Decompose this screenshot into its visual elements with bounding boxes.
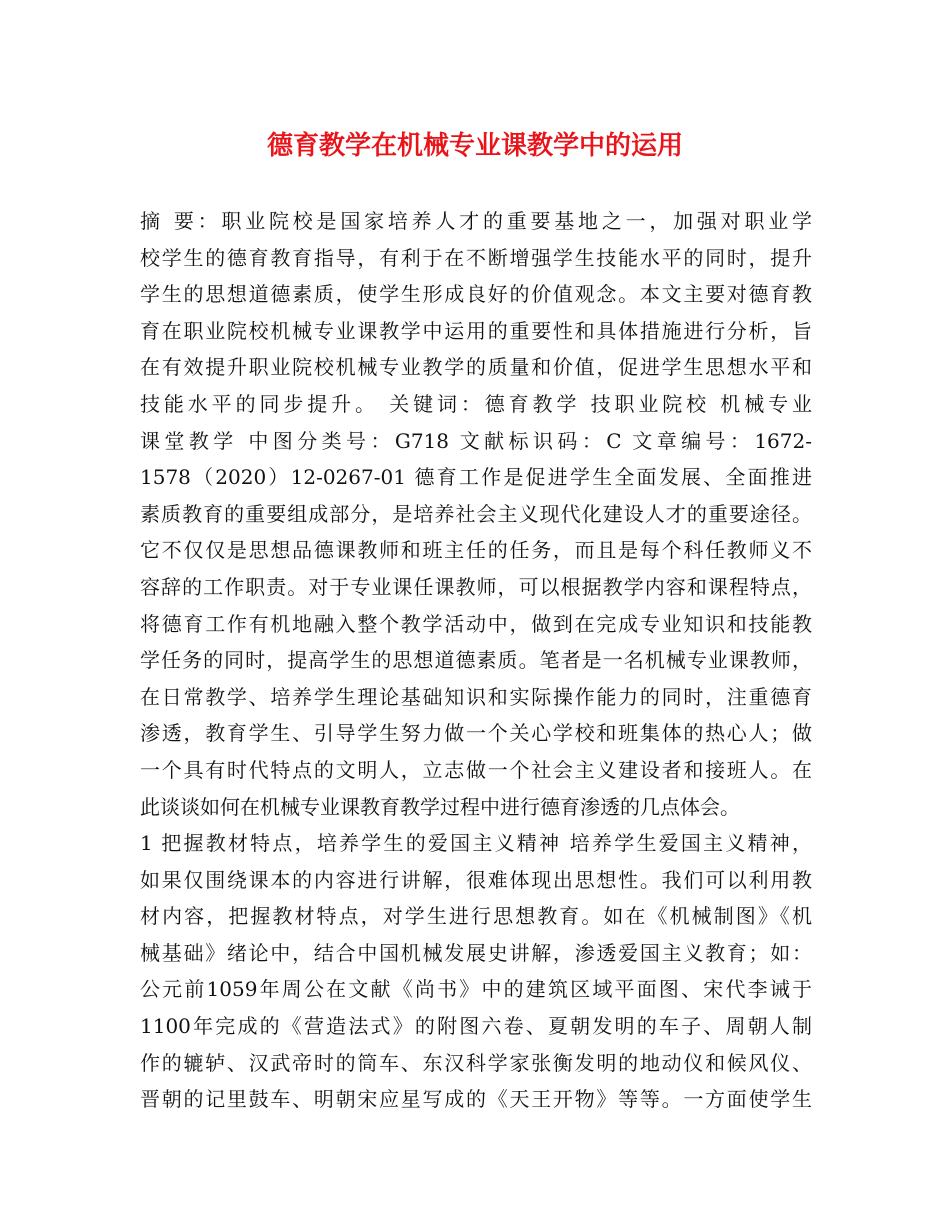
body-line: 学生的思想道德素质，使学生形成良好的价值观念。本文主要对德育教 (140, 282, 812, 307)
document-body (140, 203, 812, 1118)
body-line: 课堂教学 中图分类号：G718 文献标识码：C 文章编号：1672- (140, 428, 812, 453)
body-line: 在有效提升职业院校机械专业教学的质量和价值，促进学生思想水平和 (140, 355, 812, 380)
body-line: 渗透，教育学生、引导学生努力做一个关心学校和班集体的热心人；做 (140, 721, 812, 746)
body-line: 校学生的德育教育指导，有利于在不断增强学生技能水平的同时，提升 (140, 245, 812, 270)
body-line: 作的辘轳、汉武帝时的筒车、东汉科学家张衡发明的地动仪和候风仪、 (140, 1050, 812, 1075)
body-line: 如果仅围绕课本的内容进行讲解，很难体现出思想性。我们可以利用教 (140, 867, 812, 892)
body-line: 在日常教学、培养学生理论基础知识和实际操作能力的同时，注重德育 (140, 684, 812, 709)
body-line: 一个具有时代特点的文明人，立志做一个社会主义建设者和接班人。在 (140, 757, 812, 782)
body-line: 械基础》绪论中，结合中国机械发展史讲解，渗透爱国主义教育；如： (140, 940, 812, 965)
body-line: 素质教育的重要组成部分，是培养社会主义现代化建设人才的重要途径。 (140, 501, 812, 526)
body-line: 技能水平的同步提升。 关键词：德育教学 技职业院校 机械专业 (140, 391, 812, 416)
body-line: 学任务的同时，提高学生的思想道德素质。笔者是一名机械专业课教师， (140, 648, 812, 673)
body-line: 容辞的工作职责。对于专业课任课教师，可以根据教学内容和课程特点， (140, 574, 812, 599)
body-line: 公元前1059年周公在文献《尚书》中的建筑区域平面图、宋代李诫于 (140, 977, 812, 1002)
body-line: 摘 要：职业院校是国家培养人才的重要基地之一，加强对职业学 (140, 209, 812, 233)
document-title: 德育教学在机械专业课教学中的运用 (266, 131, 683, 161)
body-line: 育在职业院校机械专业课教学中运用的重要性和具体措施进行分析，旨 (140, 318, 812, 343)
body-line: 将德育工作有机地融入整个教学活动中，做到在完成专业知识和技能教 (140, 611, 812, 636)
body-line: 材内容，把握教材特点，对学生进行思想教育。如在《机械制图》《机 (140, 904, 812, 929)
body-line: 此谈谈如何在机械专业课教育教学过程中进行德育渗透的几点体会。 (140, 794, 740, 819)
body-line: 晋朝的记里鼓车、明朝宋应星写成的《天王开物》等等。一方面使学生 (140, 1087, 812, 1112)
body-line: 它不仅仅是思想品德课教师和班主任的任务，而且是每个科任教师义不 (140, 538, 812, 563)
body-line: 1100年完成的《营造法式》的附图六卷、夏朝发明的车子、周朝人制 (140, 1014, 812, 1039)
body-line: 1 把握教材特点，培养学生的爱国主义精神 培养学生爱国主义精神， (140, 831, 812, 856)
body-line: 1578（2020）12-0267-01 德育工作是促进学生全面发展、全面推进 (140, 465, 812, 490)
